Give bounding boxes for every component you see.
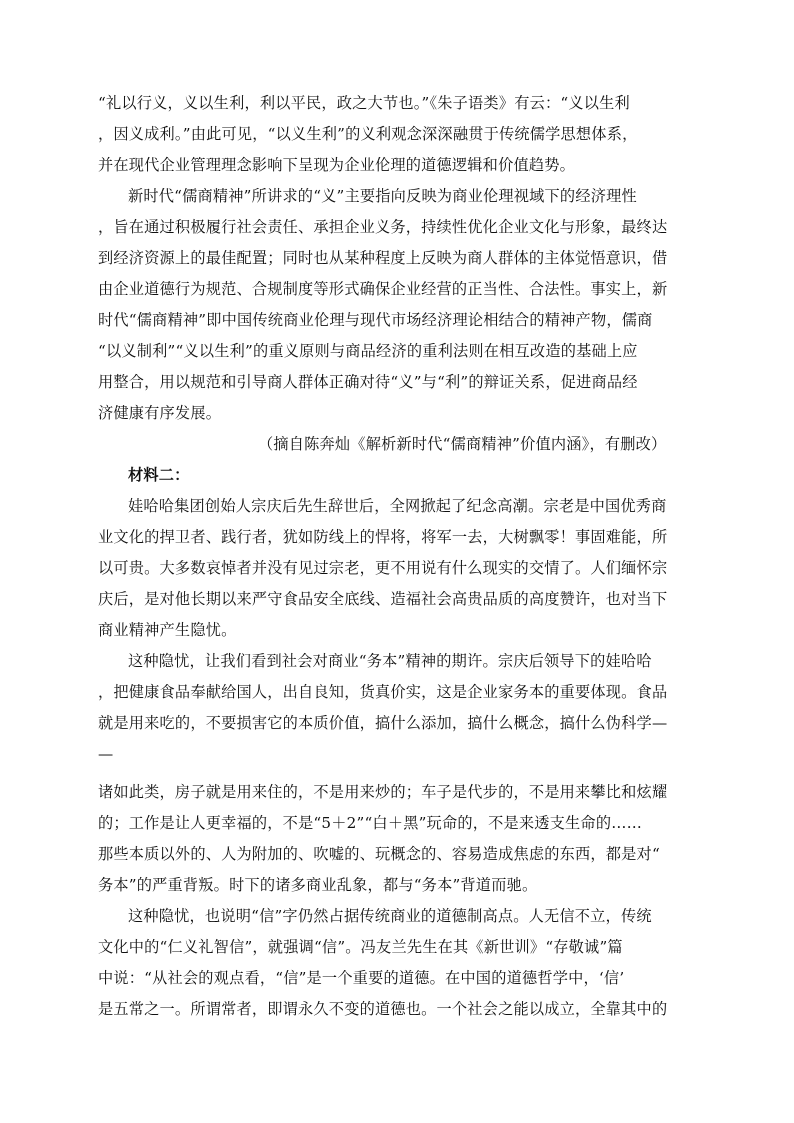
text-line: 那些本质以外的、人为附加的、吹嘘的、玩概念的、容易造成焦虑的东西，都是对“ (98, 845, 660, 863)
text-line: 是五常之一。所谓常者，即谓永久不变的道德也。一个社会之能以成立，全靠其中的 (98, 1000, 668, 1018)
text-line: 时代“儒商精神”即中国传统商业伦理与现代市场经济理论相结合的精神产物，儒商 (98, 311, 653, 329)
text-line: 新时代“儒商精神”所讲求的“义”主要指向反映为商业伦理视域下的经济理性 (128, 187, 637, 205)
text-line: 商业精神产生隐忧。 (98, 621, 237, 639)
text-line: 用整合，用以规范和引导商人群体正确对待“义”与“利”的辩证关系，促进商品经 (98, 373, 638, 391)
text-line: 中说：“从社会的观点看，“信”是一个重要的道德。在中国的道德哲学中，‘信’ (98, 969, 625, 987)
text-line: “礼以行义，义以生利，利以平民，政之大节也。”《朱子语类》有云：“义以生利 (98, 94, 630, 112)
text-line: 到经济资源上的最佳配置；同时也从某种程度上反映为商人群体的主体觉悟意识，借 (98, 249, 668, 267)
text-line: — (98, 745, 114, 763)
text-line: 这种隐忧，让我们看到社会对商业“务本”精神的期许。宗庆后领导下的娃哈哈 (128, 652, 652, 670)
text-line: 诸如此类，房子就是用来住的，不是用来炒的；车子是代步的，不是用来攀比和炫耀 (98, 783, 668, 801)
text-line: 就是用来吃的，不要损害它的本质价值，搞什么添加，搞什么概念，搞什么伪科学— (98, 714, 668, 732)
text-line: “以义制利”“义以生利”的重义原则与商品经济的重利法则在相互改造的基础上应 (98, 342, 638, 360)
section-heading: 材料二： (128, 466, 190, 484)
text-line: 庆后，是对他长期以来严守食品安全底线、造福社会高贵品质的高度赞许，也对当下 (98, 590, 668, 608)
text-line: 以可贵。大多数哀悼者并没有见过宗老，更不用说有什么现实的交情了。人们缅怀宗 (98, 559, 668, 577)
text-line: 这种隐忧，也说明“信”字仍然占据传统商业的道德制高点。人无信不立，传统 (128, 907, 652, 925)
text-line: ，旨在通过积极履行社会责任、承担企业义务，持续性优化企业文化与形象，最终达 (98, 218, 668, 236)
text-line: ，把健康食品奉献给国人，出自良知，货真价实，这是企业家务本的重要体现。食品 (98, 683, 668, 701)
text-line: 济健康有序发展。 (98, 404, 222, 422)
text-line: 业文化的捍卫者、践行者，犹如防线上的悍将，将军一去，大树飘零！事固难能，所 (98, 528, 668, 546)
text-line: ，因义成利。”由此可见，“以义生利”的义利观念深深融贯于传统儒学思想体系， (98, 125, 638, 143)
text-line: 并在现代企业管理理念影响下呈现为企业伦理的道德逻辑和价值趋势。 (98, 156, 576, 174)
text-line: 的；工作是让人更幸福的，不是“5＋2”“白＋黑”玩命的，不是来透支生命的…… (98, 814, 642, 832)
text-line: 娃哈哈集团创始人宗庆后先生辞世后，全网掀起了纪念高潮。宗老是中国优秀商 (128, 497, 667, 515)
text-line: 务本”的严重背叛。时下的诸多商业乱象，都与“务本”背道而驰。 (98, 876, 538, 894)
text-line: 由企业道德行为规范、合规制度等形式确保企业经营的正当性、合法性。事实上，新 (98, 280, 668, 298)
text-line: 文化中的“仁义礼智信”，就强调“信”。冯友兰先生在其《新世训》“存敬诚”篇 (98, 938, 623, 956)
citation-source: （摘自陈奔灿《解析新时代“儒商精神”价值内涵》，有删改） (258, 435, 667, 453)
